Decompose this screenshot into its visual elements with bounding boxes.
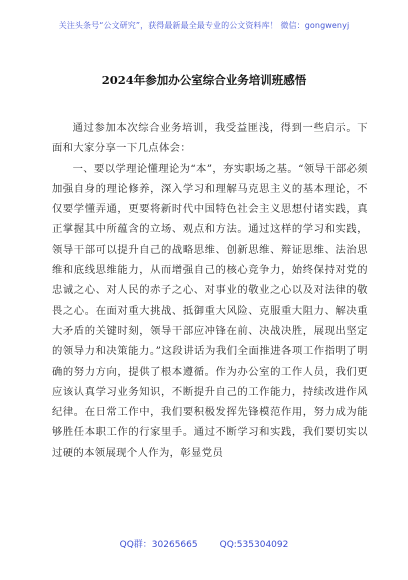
qq-group-number: QQ群：30265665 bbox=[119, 540, 198, 550]
intro-paragraph: 通过参加本次综合业务培训，我受益匪浅，得到一些启示。下面和大家分享一下几点体会： bbox=[52, 122, 368, 155]
section-one-paragraph: 一、要以学理论懂理论为“本”，夯实职场之基。“领导干部必须加强自身的理论修养，深入学习和理解马克思主义的基本理论，不仅要学懂弄通，更要将新时代中国特色社会主义思想付诸实践，真正掌握其中所蕴含的立场、观点和方法。通过这样的学习和实践，领导干部可以提升自己的战略思维、创新思维、辩证思维、法治思维和底线思维能力，从而增强自己的核心竞争力，始终保持对党的忠诚之心、对人民的赤子之心、对事业的敬业之心以及对法律的敬畏之心。在面对重大挑战、抵御重大风险、克服重大阻力、解决重大矛盾的关键时刻，领导干部应冲锋在前、决战决胜，展现出坚定的领导力和决策能力。”这段讲话为我们全面推进各项工作指明了明确的努力方向，提供了根本遵循。作为办公室的工作人员，我们更应该认真学习业务知识，不断提升自己的工作能力，持续改进作风纪律。在日常工作中，我们要积极发挥先锋模范作用，努力成为能够胜任本职工作的行家里手。通过不断学习和实践，我们要切实以过硬的本领展现个人作为，彰显党员 bbox=[52, 162, 368, 459]
promo-banner: 关注头条号“公文研究”，获得最新最全最专业的公文资料库！ 微信：gongwenyj bbox=[58, 21, 350, 30]
document-body bbox=[52, 118, 368, 463]
qq-number: QQ:535304092 bbox=[219, 540, 289, 550]
footer-contact bbox=[0, 537, 408, 550]
document-title: 2024年参加办公室综合业务培训班感悟 bbox=[101, 73, 307, 87]
